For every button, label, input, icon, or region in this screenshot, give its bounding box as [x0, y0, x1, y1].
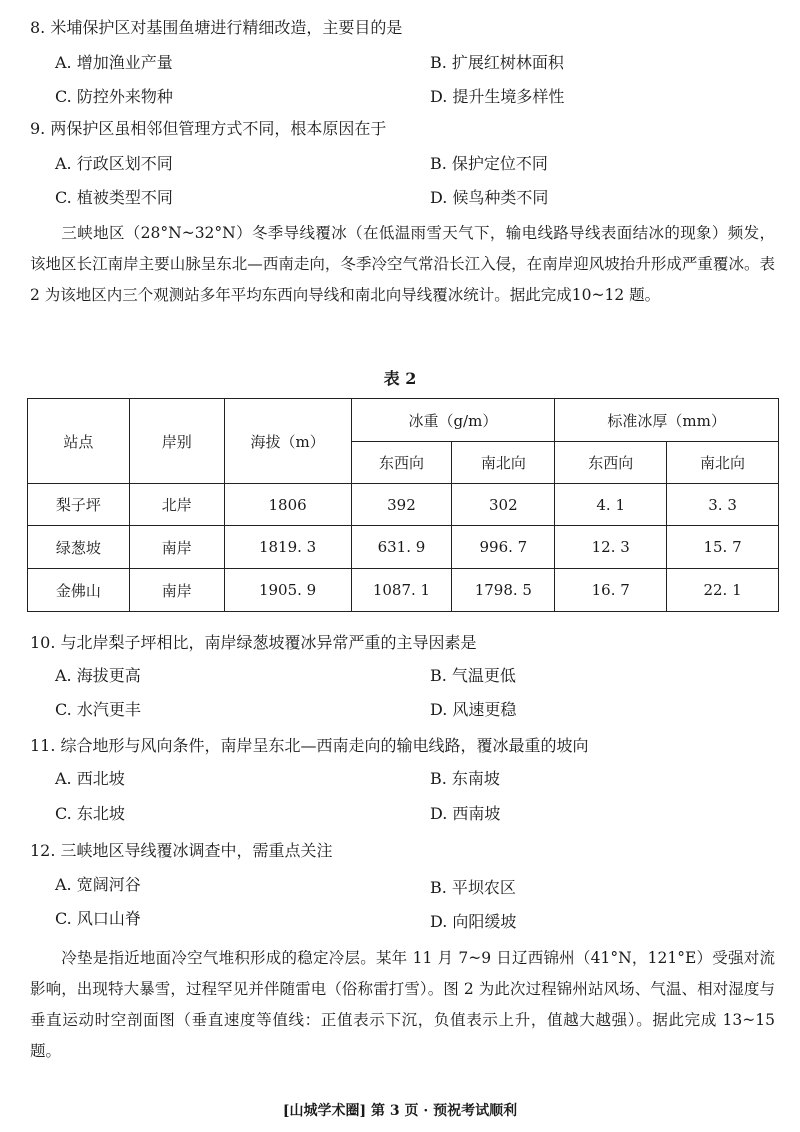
- option-9b: B. 保护定位不同: [430, 154, 548, 173]
- cell-thickness-ew: 4. 1: [555, 484, 667, 526]
- question-number: 10.: [30, 633, 56, 652]
- table-row: [28, 484, 779, 526]
- option-8b: B. 扩展红树林面积: [430, 53, 564, 72]
- option-11c: C. 东北坡: [55, 804, 125, 823]
- table-row: [28, 526, 779, 569]
- cell-weight-ns: 1798. 5: [452, 569, 555, 612]
- option-10b: B. 气温更低: [430, 666, 516, 685]
- option-11b: B. 东南坡: [430, 769, 500, 788]
- question-stem: 两保护区虽相邻但管理方式不同，根本原因在于: [50, 119, 387, 138]
- question-stem: 综合地形与风向条件，南岸呈东北—西南走向的输电线路，覆冰最重的坡向: [60, 736, 589, 755]
- option-12b: B. 平坝农区: [430, 878, 516, 897]
- cell-weight-ew: 1087. 1: [351, 569, 452, 612]
- cell-station: 金佛山: [28, 569, 130, 612]
- option-11a: A. 西北坡: [55, 769, 125, 788]
- table-caption: 表 2: [383, 369, 417, 388]
- option-12d: D. 向阳缓坡: [430, 912, 517, 931]
- question-number: 11.: [30, 736, 56, 755]
- passage-text: 三峡地区（28°N~32°N）冬季导线覆冰（在低温雨雪天气下，输电线路导线表面结冰的现象）频发，该地区长江南岸主要山脉呈东北—西南走向，冬季冷空气常沿长江入侵，在南岸迎风坡抬升形成严重覆冰。表 2 为该地区内三个观测站多年平均东西向导线和南北向导线覆冰统计。据此完成10~12 题。: [30, 224, 775, 304]
- option-9d: D. 候鸟种类不同: [430, 188, 549, 207]
- cell-thickness-ew: 16. 7: [555, 569, 667, 612]
- question-9: [30, 118, 386, 140]
- cell-bank: 北岸: [129, 484, 224, 526]
- cell-weight-ns: 302: [452, 484, 555, 526]
- option-9c: C. 植被类型不同: [55, 188, 173, 207]
- cell-altitude: 1905. 9: [224, 569, 351, 612]
- cell-thickness-ns: 3. 3: [667, 484, 779, 526]
- header-station: 站点: [28, 399, 130, 484]
- subheader-weight-ew: 东西向: [351, 442, 452, 484]
- option-9a: A. 行政区划不同: [55, 154, 173, 173]
- page-footer: [山城学术圈] 第 3 页 · 预祝考试顺利: [282, 1103, 518, 1119]
- subheader-weight-ns: 南北向: [452, 442, 555, 484]
- cell-thickness-ns: 22. 1: [667, 569, 779, 612]
- option-10d: D. 风速更稳: [430, 700, 517, 719]
- option-8d: D. 提升生境多样性: [430, 87, 565, 106]
- question-10: [30, 632, 477, 654]
- passage-cold-pad: [30, 943, 775, 1067]
- question-11: [30, 735, 589, 757]
- option-10a: A. 海拔更高: [55, 666, 141, 685]
- question-number: 8.: [30, 18, 46, 37]
- header-bank: 岸别: [129, 399, 224, 484]
- question-8: [30, 17, 402, 39]
- question-stem: 三峡地区导线覆冰调查中，需重点关注: [60, 841, 333, 860]
- table-row: [28, 569, 779, 612]
- cell-bank: 南岸: [129, 526, 224, 569]
- question-12: [30, 840, 333, 862]
- cell-altitude: 1819. 3: [224, 526, 351, 569]
- cell-weight-ew: 392: [351, 484, 452, 526]
- cell-station: 绿葱坡: [28, 526, 130, 569]
- ice-statistics-table: [27, 398, 779, 612]
- option-12c: C. 风口山脊: [55, 909, 141, 928]
- cell-weight-ns: 996. 7: [452, 526, 555, 569]
- header-altitude: 海拔（m）: [224, 399, 351, 484]
- option-12a: A. 宽阔河谷: [55, 875, 141, 894]
- question-stem: 与北岸梨子坪相比，南岸绿葱坡覆冰异常严重的主导因素是: [60, 633, 477, 652]
- question-stem: 米埔保护区对基围鱼塘进行精细改造，主要目的是: [50, 18, 403, 37]
- header-ice-thickness: 标准冰厚（mm）: [555, 399, 779, 442]
- question-number: 12.: [30, 841, 56, 860]
- subheader-thickness-ns: 南北向: [667, 442, 779, 484]
- cell-thickness-ew: 12. 3: [555, 526, 667, 569]
- header-ice-weight: 冰重（g/m）: [351, 399, 555, 442]
- subheader-thickness-ew: 东西向: [555, 442, 667, 484]
- cell-bank: 南岸: [129, 569, 224, 612]
- cell-weight-ew: 631. 9: [351, 526, 452, 569]
- option-8c: C. 防控外来物种: [55, 87, 173, 106]
- passage-text: 冷垫是指近地面冷空气堆积形成的稳定冷层。某年 11 月 7~9 日辽西锦州（41°N，121°E）受强对流影响，出现特大暴雪，过程罕见并伴随雷电（俗称雷打雪）。图 2 为此次过程锦州站风场、气温、相对湿度与垂直运动时空剖面图（垂直速度等值线：正值表示下沉，负值表示上升，值越大越强）。据此完成 13~15 题。: [30, 949, 775, 1060]
- passage-ice-coating: [30, 218, 775, 311]
- table-header-row: [28, 399, 779, 442]
- cell-altitude: 1806: [224, 484, 351, 526]
- cell-station: 梨子坪: [28, 484, 130, 526]
- option-8a: A. 增加渔业产量: [55, 53, 173, 72]
- option-10c: C. 水汽更丰: [55, 700, 141, 719]
- cell-thickness-ns: 15. 7: [667, 526, 779, 569]
- question-number: 9.: [30, 119, 46, 138]
- option-11d: D. 西南坡: [430, 804, 501, 823]
